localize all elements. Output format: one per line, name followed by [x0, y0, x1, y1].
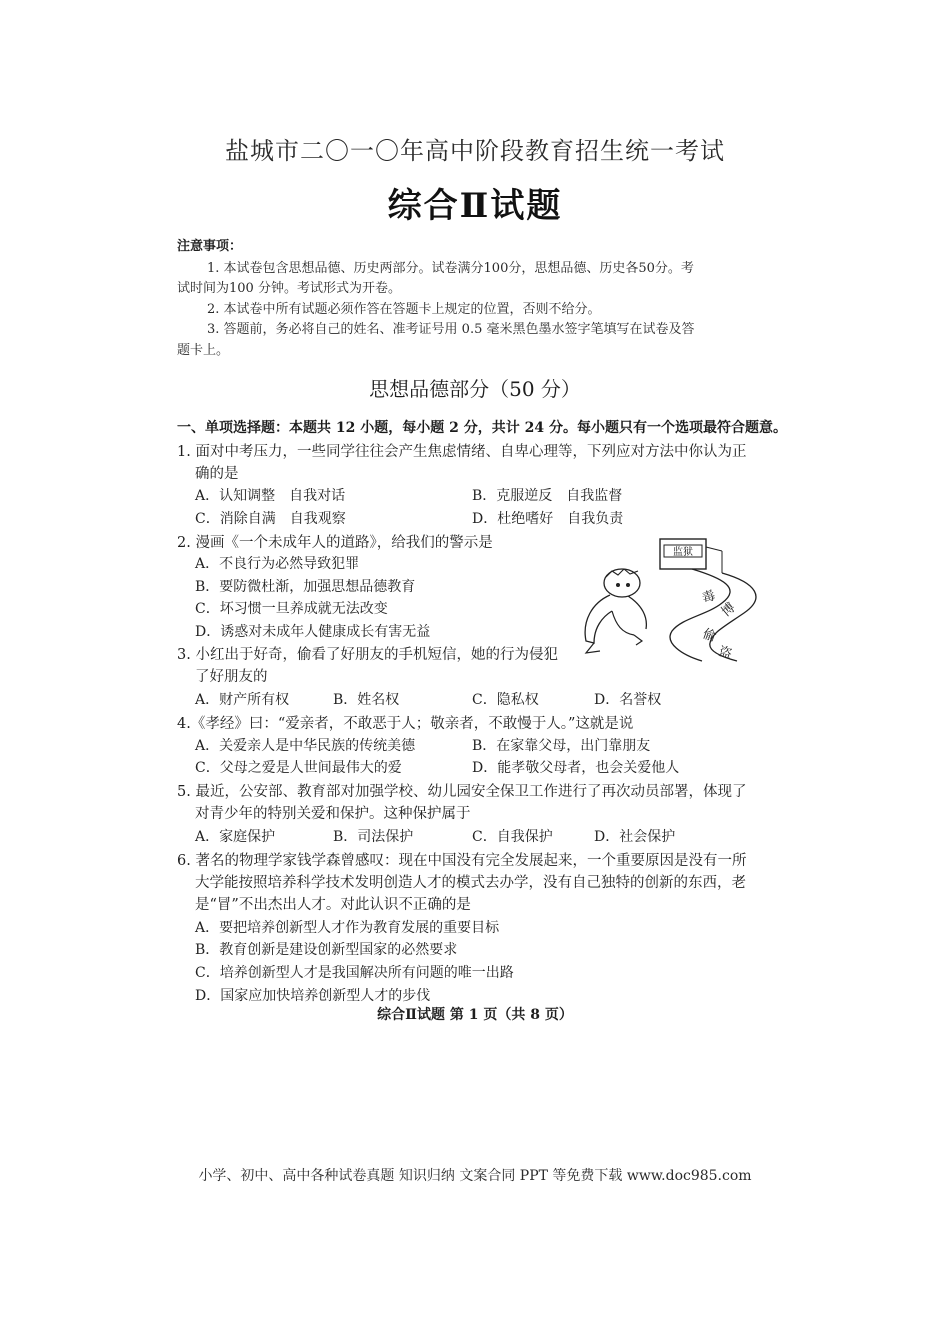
section-title: 思想品德部分（50 分） — [369, 377, 581, 401]
question-6-line: 6. 著名的物理学家钱学森曾感叹：现在中国没有完全发展起来，一个重要原因是没有一所 — [177, 853, 747, 869]
question-1-line: 确的是 — [195, 466, 239, 482]
note-line: 2. 本试卷中所有试题必须作答在答题卡上规定的位置，否则不给分。 — [207, 302, 601, 317]
question-4-option-d: D．能孝敬父母者，也会关爱他人 — [472, 760, 680, 776]
road-word-bo: 博 — [718, 600, 739, 621]
question-1-option-b: B．克服逆反 自我监督 — [472, 488, 623, 504]
question-4-option-b: B．在家靠父母，出门靠朋友 — [472, 738, 651, 754]
question-4-option-a: A．关爱亲人是中华民族的传统美德 — [195, 738, 416, 754]
page-number: 综合Ⅱ试题 第 1 页（共 8 页） — [377, 1007, 573, 1023]
question-2-line: 2. 漫画《一个未成年人的道路》，给我们的警示是 — [177, 535, 493, 551]
notes-heading: 注意事项： — [177, 239, 243, 254]
note-line: 试时间为100 分钟。考试形式为开卷。 — [177, 281, 401, 296]
question-3-option-a: A．财产所有权 — [195, 692, 290, 708]
exam-title: 盐城市二〇一〇年高中阶段教育招生统一考试 — [225, 137, 725, 165]
question-4-option-c: C．父母之爱是人世间最伟大的爱 — [195, 760, 402, 776]
question-3-option-c: C．隐私权 — [472, 692, 539, 708]
question-6-option-a: A．要把培养创新型人才作为教育发展的重要目标 — [195, 920, 500, 936]
road-word-dao: 盗 — [716, 644, 734, 663]
question-5-line: 5. 最近，公安部、教育部对加强学校、幼儿园安全保卫工作进行了再次动员部署，体现了 — [177, 784, 747, 800]
question-2-option-a: A．不良行为必然导致犯罪 — [195, 556, 360, 572]
question-5-line: 对青少年的特别关爱和保护。这种保护属于 — [195, 806, 471, 822]
part-heading: 一、单项选择题：本题共 12 小题，每小题 2 分，共计 24 分。每小题只有一个选项最符合题意。 — [177, 420, 787, 436]
road-word-du: 毒 — [700, 588, 718, 607]
download-watermark: 小学、初中、高中各种试卷真题 知识归纳 文案合同 PPT 等免费下载 www.doc985.com — [198, 1168, 752, 1184]
question-5-option-b: B．司法保护 — [333, 829, 414, 845]
question-3-line: 3. 小红出于好奇，偷看了好朋友的手机短信，她的行为侵犯 — [177, 647, 558, 663]
cartoon-sign-text: 监狱 — [673, 547, 693, 558]
cartoon-illustration — [572, 533, 768, 663]
question-5-option-c: C．自我保护 — [472, 829, 553, 845]
question-4-line: 4.《孝经》曰：“爱亲者，不敢恶于人；敬亲者，不敢慢于人。”这就是说 — [177, 716, 634, 732]
note-line: 3. 答题前，务必将自己的姓名、准考证号用 0.5 毫米黑色墨水签字笔填写在试卷及答 — [207, 322, 695, 337]
question-3-option-d: D．名誉权 — [594, 692, 662, 708]
question-5-option-d: D．社会保护 — [594, 829, 676, 845]
question-2-option-d: D．诱惑对未成年人健康成长有害无益 — [195, 624, 431, 640]
question-1-option-c: C．消除自满 自我观察 — [195, 511, 346, 527]
question-2-option-c: C．坏习惯一旦养成就无法改变 — [195, 601, 388, 617]
question-2-option-b: B．要防微杜渐，加强思想品德教育 — [195, 579, 416, 595]
question-5-option-a: A．家庭保护 — [195, 829, 276, 845]
road-word-tou: 偷 — [700, 626, 718, 646]
note-line: 题卡上。 — [177, 343, 230, 358]
question-3-line: 了好朋友的 — [195, 669, 268, 685]
paper-title: 综合Ⅱ试题 — [387, 186, 563, 226]
question-6-line: 大学能按照培养科学技术发明创造人才的模式去办学，没有自己独特的创新的东西，老 — [195, 875, 746, 891]
question-1-option-a: A．认知调整 自我对话 — [195, 488, 346, 504]
question-6-option-c: C．培养创新型人才是我国解决所有问题的唯一出路 — [195, 965, 514, 981]
question-1-line: 1. 面对中考压力，一些同学往往会产生焦虑情绪、自卑心理等，下列应对方法中你认为正 — [177, 444, 747, 460]
question-3-option-b: B．姓名权 — [333, 692, 400, 708]
question-6-option-d: D．国家应加快培养创新型人才的步伐 — [195, 988, 431, 1004]
question-6-line: 是“冒”不出杰出人才。对此认识不正确的是 — [195, 897, 471, 913]
question-1-option-d: D．杜绝嗜好 自我负责 — [472, 511, 624, 527]
question-6-option-b: B．教育创新是建设创新型国家的必然要求 — [195, 942, 458, 958]
note-line: 1. 本试卷包含思想品德、历史两部分。试卷满分100分，思想品德、历史各50分。考 — [207, 261, 694, 276]
